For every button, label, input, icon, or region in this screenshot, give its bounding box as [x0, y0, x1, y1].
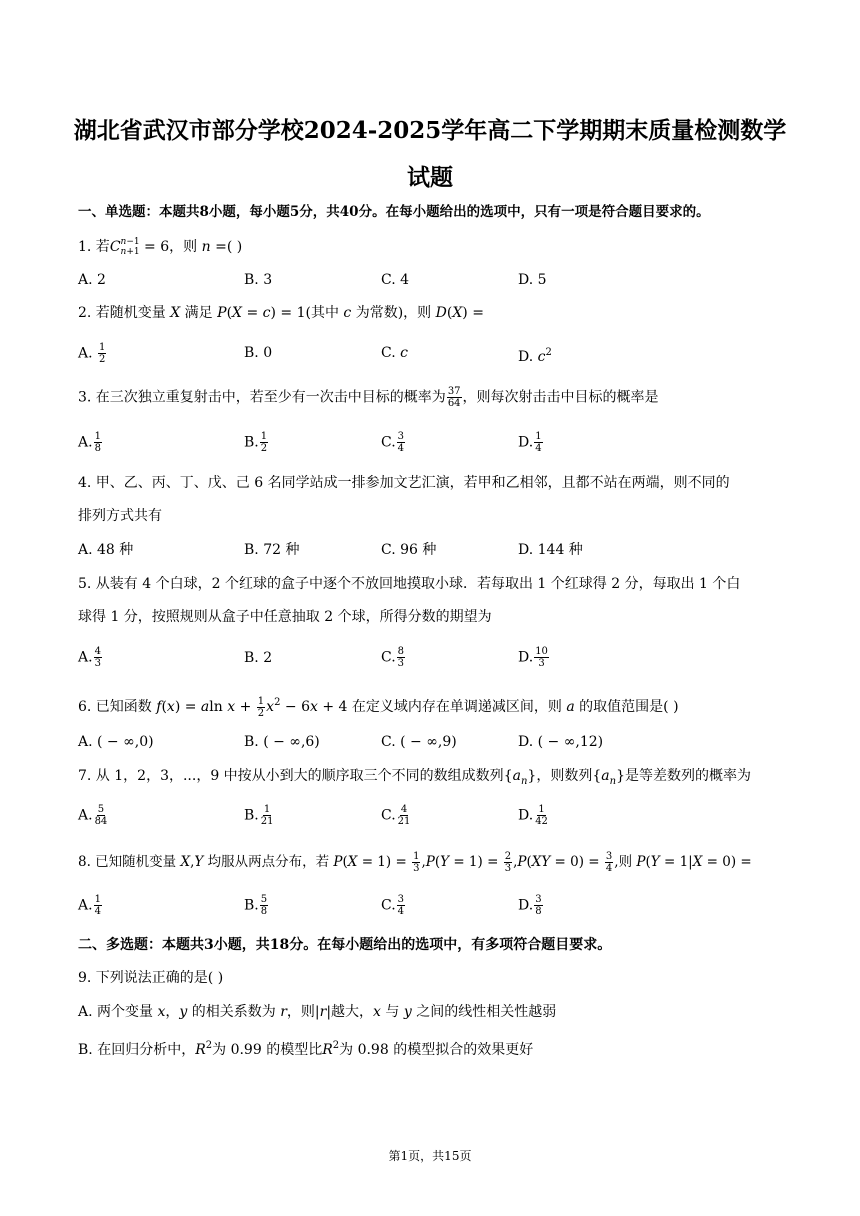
q3-option-a: A. $\frac{1}{8}$ — [78, 431, 101, 454]
q7-option-d: D. $\frac{1}{42}$ — [518, 804, 548, 827]
q2-option-c: C. c — [381, 345, 408, 361]
q5-option-c: C. $\frac{8}{3}$ — [381, 646, 405, 669]
question-9: 9. 下列说法正确的是( ) — [78, 970, 224, 986]
q8-option-d: D. $\frac{3}{8}$ — [518, 894, 542, 917]
question-4-line1: 4. 甲、乙、丙、丁、戊、己 6 名同学站成一排参加文艺汇演，若甲和乙相邻，且都不站在两端，则不同的 — [78, 475, 730, 491]
exam-title-line2: 试题 — [407, 164, 453, 191]
question-2: 2. 若随机变量 X 满足 P(X = c) = 1(其中 c 为常数)，则 D(X) = — [78, 305, 484, 321]
q8-option-a: A. $\frac{1}{4}$ — [78, 894, 101, 917]
section-single-choice-header: 一、单选题：本题共8小题，每小题5分，共40分。在每小题给出的选项中，只有一项是符合题目要求的。 — [78, 204, 710, 220]
question-8: 8. 已知随机变量 X,Y 均服从两点分布，若 P(X = 1) = $\frac{1}{3}$ ,P(Y = 1) = $\frac{2}{3}$ ,P(XY = 0) = $\frac{3}{4}$ ,则 P(Y = 1|X = 0) = — [78, 851, 752, 874]
exam-title-line1: 湖北省武汉市部分学校2024-2025学年高二下学期期末质量检测数学 — [73, 117, 787, 144]
q5-option-a: A. $\frac{4}{3}$ — [78, 646, 101, 669]
question-7: 7. 从 1，2，3，...，9 中按从小到大的顺序取三个不同的数组成数列$\{a_n\}$，则数列$\{a_n\}$是等差数列的概率为 — [78, 768, 751, 787]
q5-option-b: B. 2 — [244, 650, 273, 666]
q1-option-c: C. 4 — [381, 272, 410, 288]
q1-option-a: A. 2 — [78, 272, 106, 288]
question-3: 3. 在三次独立重复射击中，若至少有一次击中目标的概率为 $\frac{37}{64}$ ，则每次射击击中目标的概率是 — [78, 386, 659, 409]
q6-option-d: D. ( − ∞,12) — [518, 734, 604, 750]
q4-option-b: B. 72 种 — [244, 542, 300, 558]
q3-option-c: C. $\frac{3}{4}$ — [381, 431, 405, 454]
q7-option-c: C. $\frac{4}{21}$ — [381, 804, 411, 827]
page-footer: 第1页，共15页 — [388, 1149, 472, 1163]
q2-option-a: A. $\frac{1}{2}$ — [78, 342, 106, 365]
question-5-line2: 球得 1 分，按照规则从盒子中任意抽取 2 个球，所得分数的期望为 — [78, 609, 492, 625]
q3-option-d: D. $\frac{1}{4}$ — [518, 431, 542, 454]
q1-option-b: B. 3 — [244, 272, 273, 288]
q6-option-b: B. ( − ∞,6) — [244, 734, 320, 750]
q5-option-d: D. $\frac{10}{3}$ — [518, 646, 548, 669]
question-4-line2: 排列方式共有 — [78, 508, 162, 524]
q9-option-a: A. 两个变量 x，y 的相关系数为 r，则|r|越大，x 与 y 之间的线性相关性越弱 — [78, 1004, 557, 1020]
q1-option-d: D. 5 — [518, 272, 547, 288]
q6-option-c: C. ( − ∞,9) — [381, 734, 457, 750]
q9-option-b: B. 在回归分析中，$R^2$为 0.99 的模型比$R^2$为 0.98 的模型拟合的效果更好 — [78, 1040, 534, 1058]
q7-option-b: B. $\frac{1}{21}$ — [244, 804, 274, 827]
question-1: 1. 若C n−1 n+1 = 6，则 n =( ) — [78, 237, 243, 257]
q8-option-b: B. $\frac{5}{8}$ — [244, 894, 268, 917]
q7-option-a: A. $\frac{5}{84}$ — [78, 804, 108, 827]
q4-option-d: D. 144 种 — [518, 542, 583, 558]
section-multiple-choice-header: 二、多选题：本题共3小题，共18分。在每小题给出的选项中，有多项符合题目要求。 — [78, 937, 612, 953]
q4-option-a: A. 48 种 — [78, 542, 134, 558]
question-6: 6. 已知函数 f(x) = aln x + $\frac{1}{2}$ $x^2 - 6x + 4$ 在定义域内存在单调递减区间，则 a 的取值范围是( ) — [78, 695, 679, 719]
q4-option-c: C. 96 种 — [381, 542, 437, 558]
q2-option-d: D. $c^2$ — [518, 347, 552, 365]
q2-option-b: B. 0 — [244, 345, 273, 361]
q6-option-a: A. ( − ∞,0) — [78, 734, 154, 750]
q3-option-b: B. $\frac{1}{2}$ — [244, 431, 268, 454]
q8-option-c: C. $\frac{3}{4}$ — [381, 894, 405, 917]
question-5-line1: 5. 从装有 4 个白球，2 个红球的盒子中逐个不放回地摸取小球．若每取出 1 个红球得 2 分，每取出 1 个白 — [78, 576, 741, 592]
